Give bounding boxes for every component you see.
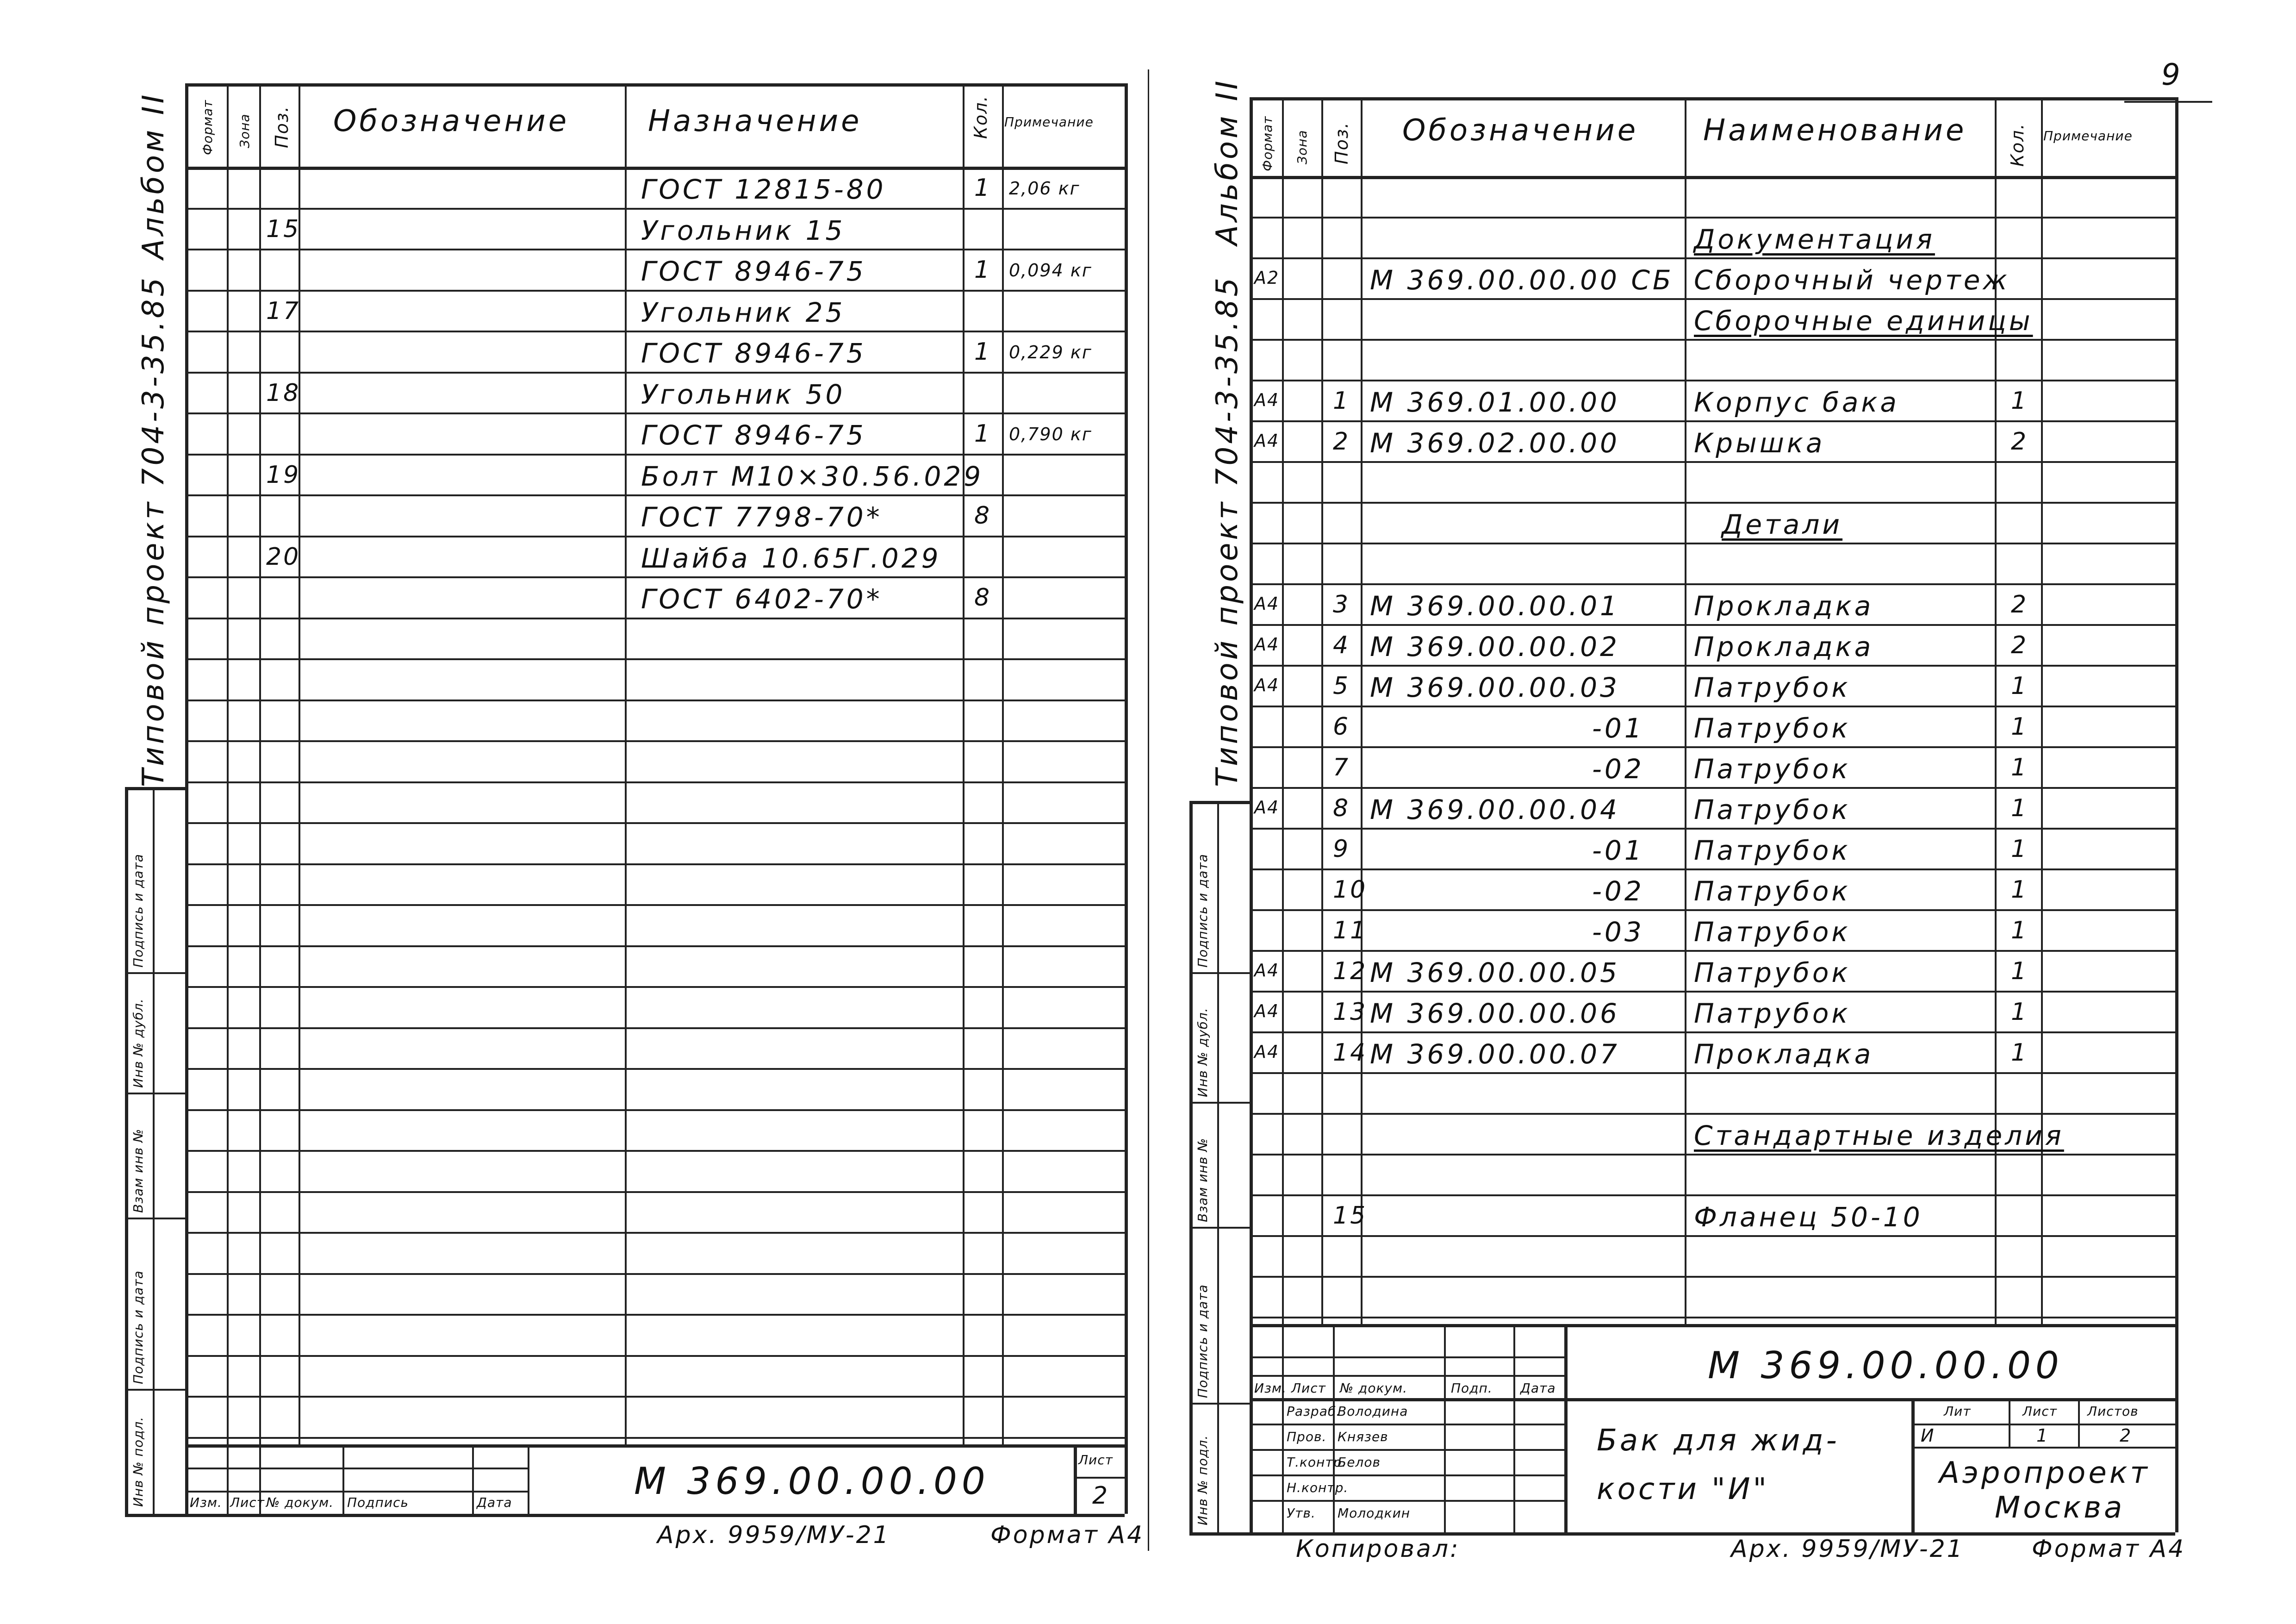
right-tb-name-2: Белов	[1338, 1455, 1381, 1470]
right-hdr-name: Наименование	[1703, 113, 1967, 148]
left-stamp-sign1: Подпись и дата	[131, 1270, 146, 1384]
right-row-format: А4	[1254, 431, 1280, 451]
left-row-note: 0,094 кг	[1009, 260, 1092, 281]
right-stamp-div3	[1189, 1227, 1250, 1229]
right-tb-lit-label: Лит	[1944, 1404, 1971, 1419]
right-row-qty: 1	[2011, 1039, 2028, 1067]
left-row-line	[185, 1437, 1125, 1439]
right-stamp-sign1: Подпись и дата	[1195, 1284, 1210, 1398]
right-row-line	[1250, 787, 2175, 789]
left-stamp-div1	[125, 972, 185, 974]
right-tb-litv2	[2078, 1398, 2080, 1447]
right-row-designation: -03	[1592, 916, 1644, 948]
right-tb-org-2: Москва	[1995, 1491, 2125, 1525]
right-row-line	[1250, 217, 2175, 219]
left-row-line	[185, 904, 1125, 906]
right-tb-title-1: Бак для жид-	[1597, 1424, 1840, 1458]
right-row-line	[1250, 1194, 2175, 1196]
left-row-line	[185, 372, 1125, 374]
right-tb-v5	[1564, 1324, 1568, 1532]
right-tb-role-1: Пров.	[1287, 1429, 1327, 1444]
right-hdr-qty: Кол.	[2007, 123, 2028, 167]
right-stamp-sign2: Подпись и дата	[1195, 854, 1210, 968]
right-row-qty: 1	[2011, 998, 2028, 1026]
left-stamp-outer	[125, 787, 128, 1514]
page-number-line	[2124, 101, 2212, 103]
right-row-name: Сборочный чертеж	[1694, 264, 2010, 296]
left-row-line	[185, 1355, 1125, 1357]
left-hdr-name: Назначение	[648, 104, 862, 138]
left-tb-v4	[472, 1444, 474, 1514]
right-album-label: Альбом II	[1210, 78, 1244, 245]
left-row-line	[185, 494, 1125, 496]
left-row-name: Угольник 15	[641, 214, 846, 246]
left-footer-format: Формат А4	[990, 1521, 1145, 1549]
right-footer-archive: Арх. 9959/МУ-21	[1731, 1535, 1964, 1563]
left-hdr-designation: Обозначение	[333, 104, 570, 138]
left-row-line	[185, 1027, 1125, 1029]
right-row-format: А2	[1254, 268, 1280, 288]
right-row-designation: М 369.00.00.00 СБ	[1370, 264, 1674, 296]
right-row-name: Патрубок	[1694, 835, 1851, 866]
right-row-name: Прокладка	[1694, 631, 1874, 662]
right-row-line	[1250, 461, 2175, 463]
right-row-pos: 13	[1333, 998, 1368, 1026]
left-tb-mid2	[185, 1491, 528, 1493]
right-row-name: Патрубок	[1694, 712, 1851, 744]
right-stamp-vzam: Взам инв №	[1195, 1137, 1210, 1222]
right-hdr-pos: Поз.	[1332, 121, 1352, 164]
left-footer-archive: Арх. 9959/МУ-21	[657, 1521, 890, 1549]
left-col-desig	[299, 83, 300, 1444]
left-row-line	[185, 863, 1125, 865]
right-row-line	[1250, 420, 2175, 422]
right-section-heading: Сборочные единицы	[1694, 305, 2033, 337]
left-row-line	[185, 822, 1125, 824]
left-row-name: Шайба 10.65Г.029	[641, 542, 941, 574]
right-tb-row4	[1250, 1449, 1564, 1451]
left-row-line	[185, 618, 1125, 619]
left-row-line	[185, 290, 1125, 292]
right-row-name: Корпус бака	[1694, 387, 1899, 418]
right-row-line	[1250, 909, 2175, 911]
right-tb-litv1	[2009, 1398, 2010, 1447]
right-footer-format: Формат А4	[2032, 1535, 2186, 1563]
right-tb-mid	[1250, 1398, 2175, 1401]
right-row-qty: 1	[2011, 876, 2028, 904]
left-row-line	[185, 986, 1125, 988]
right-tb-sheets: 2	[2120, 1425, 2132, 1446]
right-row-pos: 5	[1333, 672, 1350, 700]
left-row-note: 0,790 кг	[1009, 424, 1092, 444]
left-tb-col-doc: № докум.	[266, 1495, 334, 1510]
right-tb-role-0: Разраб.	[1287, 1404, 1341, 1419]
right-row-format: А4	[1254, 960, 1280, 981]
left-row-qty: 8	[974, 502, 992, 530]
left-row-name: ГОСТ 8946-75	[641, 337, 866, 369]
right-tb-row6	[1250, 1500, 1564, 1502]
right-row-name: Патрубок	[1694, 916, 1851, 948]
left-row-line	[185, 249, 1125, 250]
right-row-qty: 1	[2011, 794, 2028, 822]
left-row-line	[185, 331, 1125, 332]
left-frame-bottom	[125, 1514, 1125, 1517]
left-row-line	[185, 208, 1125, 210]
right-row-designation: М 369.00.00.07	[1370, 1038, 1620, 1070]
sheet-divider	[1148, 69, 1149, 1551]
right-row-pos: 10	[1333, 876, 1368, 904]
left-row-name: Угольник 25	[641, 296, 846, 328]
left-row-line	[185, 1068, 1125, 1070]
right-row-line	[1250, 1276, 2175, 1278]
left-row-pos: 15	[266, 215, 301, 243]
left-row-line	[185, 945, 1125, 947]
left-row-note: 2,06 кг	[1009, 178, 1080, 199]
right-stamp-div4	[1189, 1403, 1250, 1405]
left-stamp-inv: Инв № подл.	[131, 1416, 146, 1507]
left-row-line	[185, 1314, 1125, 1316]
right-col-desig	[1361, 97, 1363, 1324]
right-row-pos: 2	[1333, 428, 1350, 456]
left-stamp-div2	[125, 1093, 185, 1094]
right-row-designation: М 369.00.00.06	[1370, 998, 1620, 1029]
right-row-qty: 1	[2011, 917, 2028, 944]
right-row-line	[1250, 502, 2175, 504]
right-col-pos	[1321, 97, 1323, 1324]
right-tb-org-1: Аэропроект	[1939, 1456, 2150, 1490]
right-hdr-designation: Обозначение	[1402, 113, 1639, 148]
right-tb-v6	[1911, 1398, 1915, 1532]
left-row-qty: 8	[974, 584, 992, 612]
left-stamp-sign2: Подпись и дата	[131, 854, 146, 968]
right-footer-copied: Копировал:	[1296, 1535, 1460, 1563]
right-row-name: Крышка	[1694, 427, 1825, 459]
right-row-line	[1250, 1235, 2175, 1237]
left-row-line	[185, 536, 1125, 537]
right-row-pos: 3	[1333, 591, 1350, 618]
right-tb-name-1: Князев	[1338, 1429, 1388, 1444]
left-row-line	[185, 1191, 1125, 1193]
left-hdr-qty: Кол.	[971, 95, 991, 139]
right-row-qty: 2	[2011, 428, 2028, 456]
right-tb-top	[1250, 1324, 2175, 1327]
left-row-name: ГОСТ 8946-75	[641, 256, 866, 287]
left-tb-col-list: Лист	[230, 1495, 265, 1510]
right-row-line	[1250, 665, 2175, 667]
right-row-designation: М 369.01.00.00	[1370, 387, 1620, 418]
left-tb-col-sign: Подпись	[347, 1495, 409, 1510]
left-row-name: ГОСТ 12815-80	[641, 174, 886, 205]
left-hdr-pos: Поз.	[272, 105, 292, 148]
right-hdr-format: Формат	[1260, 116, 1275, 171]
right-row-line	[1250, 828, 2175, 830]
left-tb-v5	[528, 1444, 529, 1514]
right-row-qty: 1	[2011, 387, 2028, 415]
right-row-line	[1250, 583, 2175, 585]
right-row-pos: 6	[1333, 713, 1350, 741]
right-row-name: Патрубок	[1694, 672, 1851, 703]
left-tb-sheet: 2	[1092, 1482, 1110, 1510]
right-stamp-inner	[1217, 801, 1219, 1532]
left-row-name: ГОСТ 6402-70*	[641, 583, 883, 615]
right-tb-title-2: кости "И"	[1597, 1472, 1769, 1506]
right-row-pos: 11	[1333, 917, 1368, 944]
left-hdr-zone: Зона	[237, 113, 252, 148]
left-row-line	[185, 1232, 1125, 1234]
right-row-line	[1250, 1031, 2175, 1033]
left-project-label: Типовой проект 704-3-35.85	[137, 275, 171, 787]
left-row-qty: 1	[974, 338, 992, 366]
right-tb-litline2	[1911, 1447, 2175, 1449]
left-tb-col-izm: Изм.	[190, 1495, 222, 1510]
left-row-qty: 1	[974, 420, 992, 448]
right-row-pos: 12	[1333, 957, 1368, 985]
right-section-heading: Документация	[1694, 224, 1935, 255]
right-row-qty: 1	[2011, 672, 2028, 700]
right-col-zone	[1282, 97, 1284, 1324]
left-tb-mid1	[185, 1468, 528, 1469]
right-row-name: Патрубок	[1694, 957, 1851, 988]
right-tb-col-sign: Подп.	[1451, 1380, 1493, 1396]
right-project-label: Типовой проект 704-3-35.85	[1210, 275, 1244, 787]
left-row-name: ГОСТ 8946-75	[641, 419, 866, 451]
right-tb-col-date: Дата	[1520, 1380, 1556, 1396]
left-row-line	[185, 454, 1125, 456]
left-col-name	[625, 83, 627, 1444]
left-tb-v3	[342, 1444, 344, 1514]
right-tb-row1	[1250, 1356, 1564, 1358]
left-tb-sheet-label: Лист	[1078, 1452, 1113, 1468]
left-row-qty: 1	[974, 174, 992, 202]
right-row-line	[1250, 339, 2175, 341]
left-col-pos	[259, 83, 261, 1444]
right-row-qty: 1	[2011, 713, 2028, 741]
right-hdr-zone: Зона	[1294, 130, 1310, 164]
right-tb-row5	[1250, 1474, 1564, 1476]
right-tb-col-list: Лист	[1291, 1380, 1326, 1396]
left-stamp-div3	[125, 1218, 185, 1219]
right-row-name: Прокладка	[1694, 1038, 1874, 1070]
right-tb-lit: И	[1921, 1425, 1935, 1446]
left-stamp-vzam: Взам инв №	[131, 1128, 146, 1213]
right-row-designation: М 369.00.00.02	[1370, 631, 1620, 662]
right-frame-top	[1250, 97, 2175, 100]
left-row-pos: 18	[266, 379, 301, 407]
left-album-label: Альбом II	[137, 92, 171, 259]
left-tb-sheetline	[1074, 1477, 1125, 1479]
right-row-qty: 2	[2011, 631, 2028, 659]
right-row-designation: М 369.00.00.05	[1370, 957, 1620, 988]
right-row-format: А4	[1254, 1001, 1280, 1021]
right-row-name: Патрубок	[1694, 875, 1851, 907]
right-row-name: Фланец 50-10	[1694, 1201, 1923, 1233]
left-stamp-top	[125, 787, 185, 790]
left-col-note	[1002, 83, 1004, 1444]
left-frame-top	[185, 83, 1125, 87]
right-row-format: А4	[1254, 797, 1280, 818]
right-stamp-div1	[1189, 972, 1250, 974]
right-row-name: Патрубок	[1694, 794, 1851, 825]
left-row-qty: 1	[974, 256, 992, 284]
right-row-qty: 2	[2011, 591, 2028, 618]
left-tb-v6	[1074, 1444, 1077, 1514]
right-row-line	[1250, 1154, 2175, 1156]
right-stamp-outer	[1189, 801, 1193, 1532]
left-row-line	[185, 700, 1125, 701]
right-tb-row3	[1250, 1424, 1564, 1425]
right-row-line	[1250, 706, 2175, 707]
left-row-pos: 20	[266, 543, 301, 571]
right-row-designation: -01	[1592, 712, 1644, 744]
right-row-format: А4	[1254, 390, 1280, 410]
page-number: 9	[2161, 58, 2183, 92]
right-row-format: А4	[1254, 634, 1280, 655]
right-row-designation: -02	[1592, 875, 1644, 907]
right-row-pos: 7	[1333, 754, 1350, 781]
right-row-format: А4	[1254, 593, 1280, 614]
right-tb-role-3: Н.контр.	[1287, 1480, 1349, 1495]
right-row-qty: 1	[2011, 754, 2028, 781]
right-row-line	[1250, 1072, 2175, 1074]
left-tb-v1	[227, 1444, 229, 1514]
right-row-designation: М 369.02.00.00	[1370, 427, 1620, 459]
right-row-line	[1250, 257, 2175, 259]
right-section-heading: Детали	[1722, 509, 1843, 540]
right-tb-col-doc: № докум.	[1340, 1380, 1408, 1396]
left-stamp-dubl: Инв № дубл.	[131, 998, 146, 1088]
right-row-designation: М 369.00.00.03	[1370, 672, 1620, 703]
left-tb-code: М 369.00.00.00	[634, 1460, 990, 1503]
right-row-pos: 8	[1333, 794, 1350, 822]
right-row-line	[1250, 746, 2175, 748]
right-tb-code: М 369.00.00.00	[1708, 1344, 2064, 1387]
right-row-name: Патрубок	[1694, 998, 1851, 1029]
right-row-qty: 1	[2011, 835, 2028, 863]
right-row-pos: 9	[1333, 835, 1350, 863]
right-tb-sheet-label: Лист	[2022, 1404, 2057, 1419]
right-row-line	[1250, 543, 2175, 544]
right-row-line	[1250, 868, 2175, 870]
left-tb-top	[185, 1444, 1125, 1448]
right-tb-col-izm: Изм.	[1254, 1380, 1287, 1396]
right-row-name: Прокладка	[1694, 590, 1874, 622]
left-row-name: Угольник 50	[641, 378, 846, 410]
right-row-designation: М 369.00.00.04	[1370, 794, 1620, 825]
right-hdr-note: Примечание	[2043, 128, 2133, 144]
left-row-line	[185, 740, 1125, 742]
right-tb-row2	[1250, 1375, 1564, 1377]
left-row-pos: 17	[266, 297, 301, 325]
left-tb-col-date: Дата	[477, 1495, 512, 1510]
left-stamp-inner	[153, 787, 155, 1514]
right-row-format: А4	[1254, 1042, 1280, 1062]
left-row-line	[185, 1109, 1125, 1111]
right-row-designation: -01	[1592, 835, 1644, 866]
left-hdr-format: Формат	[200, 100, 215, 155]
right-row-pos: 14	[1333, 1039, 1368, 1067]
left-row-name: Болт М10×30.56.029	[641, 460, 984, 492]
right-stamp-inv: Инв № подл.	[1195, 1435, 1210, 1525]
left-frame-right	[1125, 83, 1128, 1514]
right-row-name: Патрубок	[1694, 753, 1851, 785]
right-row-qty: 1	[2011, 957, 2028, 985]
left-row-line	[185, 1273, 1125, 1275]
right-row-pos: 15	[1333, 1202, 1368, 1230]
right-stamp-top	[1189, 801, 1250, 804]
left-frame-left	[185, 83, 188, 1514]
right-stamp-dubl: Инв № дубл.	[1195, 1007, 1210, 1097]
left-col-qty	[963, 83, 964, 1444]
left-hdr-bottom	[185, 167, 1125, 170]
right-section-heading: Стандартные изделия	[1694, 1120, 2064, 1151]
right-frame-right	[2175, 97, 2178, 1532]
right-row-line	[1250, 624, 2175, 626]
right-tb-sheet: 1	[2036, 1425, 2049, 1446]
left-row-line	[185, 1150, 1125, 1152]
left-hdr-note: Примечание	[1004, 114, 1094, 130]
right-row-line	[1250, 380, 2175, 381]
right-stamp-div2	[1189, 1102, 1250, 1104]
right-row-line	[1250, 1317, 2175, 1318]
left-col-zone	[227, 83, 229, 1444]
right-tb-sheets-label: Листов	[2087, 1404, 2139, 1419]
right-row-pos: 1	[1333, 387, 1350, 415]
right-row-line	[1250, 950, 2175, 952]
right-tb-role-2: Т.контр.	[1287, 1455, 1347, 1470]
right-col-name	[1685, 97, 1686, 1324]
right-row-designation: М 369.00.00.01	[1370, 590, 1620, 622]
right-row-line	[1250, 298, 2175, 300]
right-row-format: А4	[1254, 675, 1280, 695]
left-stamp-div4	[125, 1389, 185, 1391]
left-row-line	[185, 412, 1125, 414]
left-row-line	[185, 781, 1125, 783]
left-row-name: ГОСТ 7798-70*	[641, 501, 883, 533]
right-hdr-bottom	[1250, 176, 2175, 179]
left-row-pos: 19	[266, 461, 301, 489]
right-row-line	[1250, 991, 2175, 993]
right-tb-name-0: Володина	[1338, 1404, 1408, 1419]
right-row-designation: -02	[1592, 753, 1644, 785]
left-row-line	[185, 658, 1125, 660]
left-row-line	[185, 1396, 1125, 1398]
right-row-line	[1250, 1113, 2175, 1115]
right-tb-name-4: Молодкин	[1338, 1505, 1411, 1521]
left-row-line	[185, 576, 1125, 578]
right-tb-role-4: Утв.	[1287, 1505, 1316, 1521]
right-row-pos: 4	[1333, 631, 1350, 659]
left-row-note: 0,229 кг	[1009, 342, 1092, 362]
